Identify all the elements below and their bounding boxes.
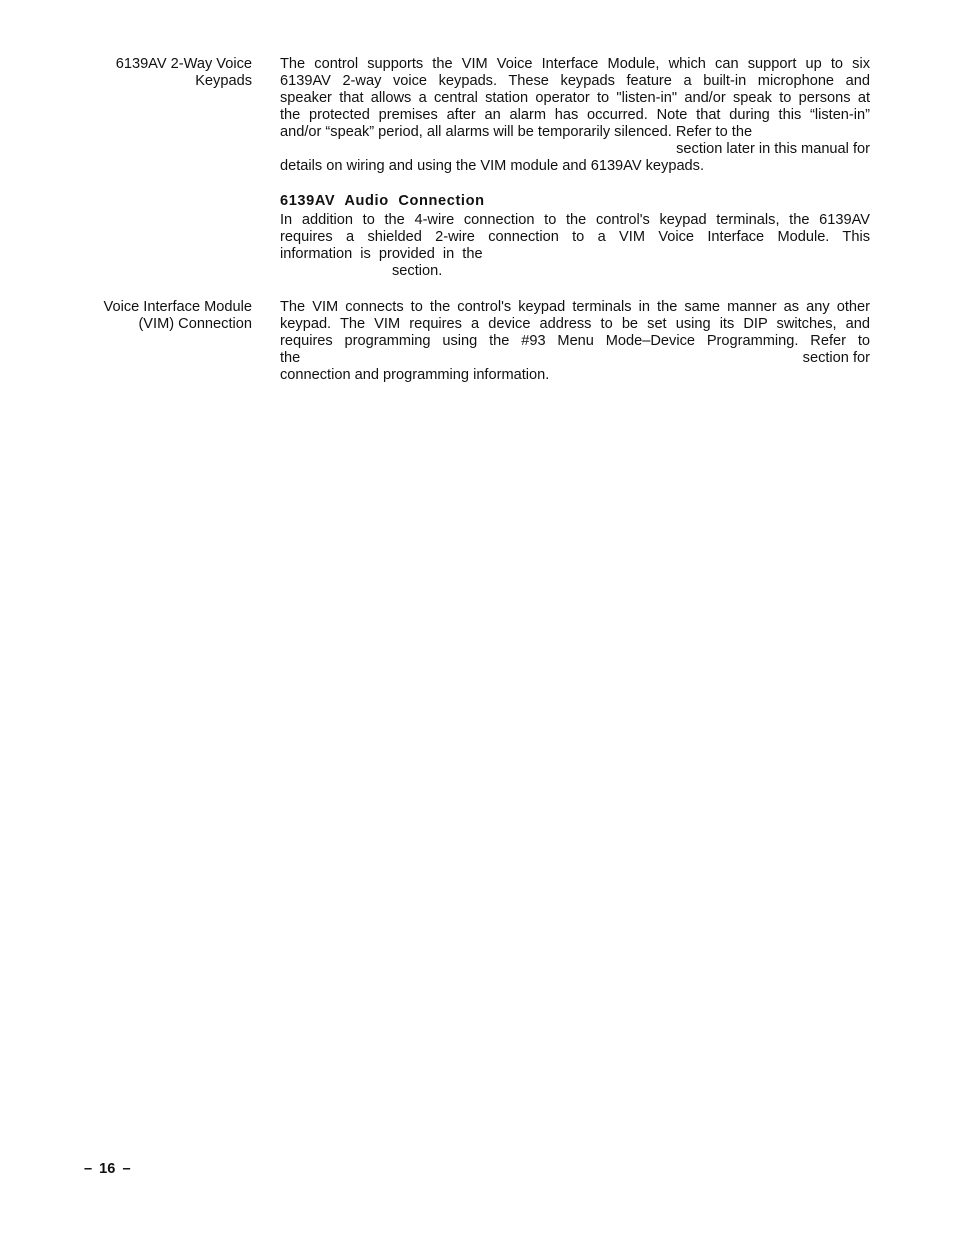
text-line: The control supports the VIM Voice Interface Module, which can support up to six xyxy=(280,56,870,72)
text-line xyxy=(280,350,870,367)
text-line: speaker that allows a central station operator to "listen-in" and/or speak to persons at xyxy=(280,90,870,106)
side-heading-line: Voice Interface Module xyxy=(103,299,252,315)
text-line: requires a shielded 2-wire connection to a VIM Voice Interface Module. This xyxy=(280,229,870,245)
text-line: information is provided in the xyxy=(280,246,483,262)
text-line: In addition to the 4-wire connection to the control's keypad terminals, the 6139AV xyxy=(280,212,870,228)
side-heading-6139av-keypads xyxy=(72,56,252,90)
paragraph-audio-connection xyxy=(280,212,870,280)
side-heading-line: (VIM) Connection xyxy=(138,316,252,332)
text-line xyxy=(280,263,870,280)
text-fragment: section. xyxy=(392,263,443,279)
text-fragment: the xyxy=(280,350,301,366)
paragraph-6139av-keypads xyxy=(280,56,870,175)
text-line: 6139AV 2-way voice keypads. These keypads feature a built-in microphone and xyxy=(280,73,870,89)
text-line: connection and programming information. xyxy=(280,367,550,383)
text-line: requires programming using the #93 Menu Mode–Device Programming. Refer to xyxy=(280,333,870,349)
side-heading-line: Keypads xyxy=(195,73,252,89)
text-line: The VIM connects to the control's keypad terminals in the same manner as any other xyxy=(280,299,870,315)
text-line: and/or “speak” period, all alarms will be temporarily silenced. Refer to the xyxy=(280,124,753,140)
text-fragment: section for xyxy=(802,350,870,366)
text-line: the protected premises after an alarm has occurred. Note that during this “listen-in” xyxy=(280,107,870,123)
side-heading-line: 6139AV 2-Way Voice xyxy=(115,56,252,72)
side-heading-vim-connection xyxy=(72,299,252,333)
paragraph-vim-connection xyxy=(280,299,870,384)
text-line: details on wiring and using the VIM module and 6139AV keypads. xyxy=(280,158,705,174)
page-number: – 16 – xyxy=(84,1161,131,1177)
text-line: section later in this manual for xyxy=(676,141,870,157)
text-line: keypad. The VIM requires a device address to be set using its DIP switches, and xyxy=(280,316,870,332)
subheading-audio-connection: 6139AV Audio Connection xyxy=(280,193,485,209)
